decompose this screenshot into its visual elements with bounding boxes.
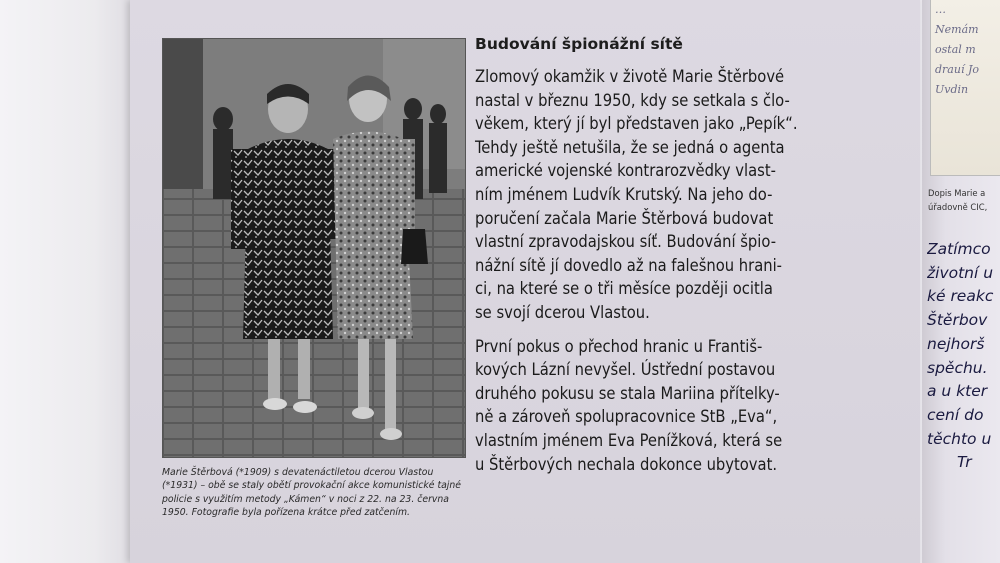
- wall-background: [0, 0, 135, 563]
- text-line: poručení začala Marie Štěrbová budovat: [475, 208, 774, 228]
- caption-line: Dopis Marie a: [928, 188, 986, 198]
- text-line: Zatímco: [927, 240, 991, 258]
- caption-line: 1950. Fotografie byla pořízena krátce před zatčením.: [162, 507, 410, 519]
- text-line: Zlomový okamžik v životě Marie Štěrbové: [475, 67, 785, 86]
- letter-image: [930, 0, 1000, 176]
- paragraph-2: [475, 335, 895, 477]
- text-line: těchto u: [927, 429, 992, 448]
- text-line: nejhorš: [927, 334, 985, 353]
- letter-line: …: [935, 3, 946, 16]
- text-line: ním jménem Ludvík Krutský. Na jeho do-: [475, 184, 773, 204]
- letter-line: ostal m: [935, 43, 976, 56]
- text-line: cení do: [927, 405, 984, 424]
- text-line: u Štěrbových nechala dokonce ubytovat.: [475, 454, 778, 474]
- caption-line: Marie Štěrbová (*1909) s devatenáctiletou dcerou Vlastou: [162, 467, 434, 478]
- text-line: ně a zároveň spolupracovnice StB „Eva“,: [475, 407, 778, 427]
- text-line: druhého pokusu se stala Mariina přítelky-: [475, 383, 780, 403]
- text-line: vlastní zpravodajskou síť. Budování špio-: [475, 232, 777, 252]
- historical-photo: [162, 38, 466, 458]
- text-line: ci, na které se o tři měsíce později ocitla: [475, 279, 773, 299]
- text-line: ké reakc: [927, 287, 994, 306]
- text-line: kových Lázní nevyšel. Ústřední postavou: [475, 360, 776, 380]
- text-line: se svojí dcerou Vlastou.: [475, 302, 650, 322]
- text-line: nastal v březnu 1950, kdy se setkala s člo-: [475, 90, 790, 110]
- letter-line: Nemám: [935, 23, 979, 36]
- article-body: [475, 65, 895, 476]
- text-line: americké vojenské kontrarozvědky vlast-: [475, 161, 776, 181]
- text-line: spěchu.: [927, 358, 988, 377]
- paragraph-1: [475, 65, 895, 325]
- article-heading: Budování špionážní sítě: [475, 35, 683, 53]
- text-line: Tr: [957, 453, 972, 472]
- text-line: Štěrbov: [927, 311, 988, 330]
- adjacent-text: [927, 238, 1000, 475]
- text-line: věkem, který jí byl představen jako „Pepík“.: [475, 114, 798, 134]
- text-line: První pokus o přechod hranic u Františ-: [475, 336, 763, 356]
- caption-line: policie s využitím metody „Kámen“ v noci z 22. na 23. června: [162, 493, 450, 505]
- text-line: Tehdy ještě netušila, že se jedná o agenta: [475, 137, 785, 157]
- text-line: vlastním jménem Eva Penížková, která se: [475, 430, 783, 450]
- caption-line: úřadovně CIC,: [928, 202, 988, 212]
- photo-caption: [162, 466, 467, 520]
- text-line: životní u: [927, 263, 994, 282]
- photo-women-walking: [163, 39, 465, 457]
- letter-line: Uvdin: [935, 83, 969, 96]
- letter-line: drauí Jo: [935, 63, 979, 76]
- text-line: a u kter: [927, 382, 988, 401]
- text-line: nážní sítě jí dovedlo až na falešnou hrani-: [475, 255, 782, 275]
- caption-line: (*1931) – obě se staly obětí provokační akce komunistické tajné: [162, 480, 461, 492]
- letter-caption: [928, 186, 1000, 214]
